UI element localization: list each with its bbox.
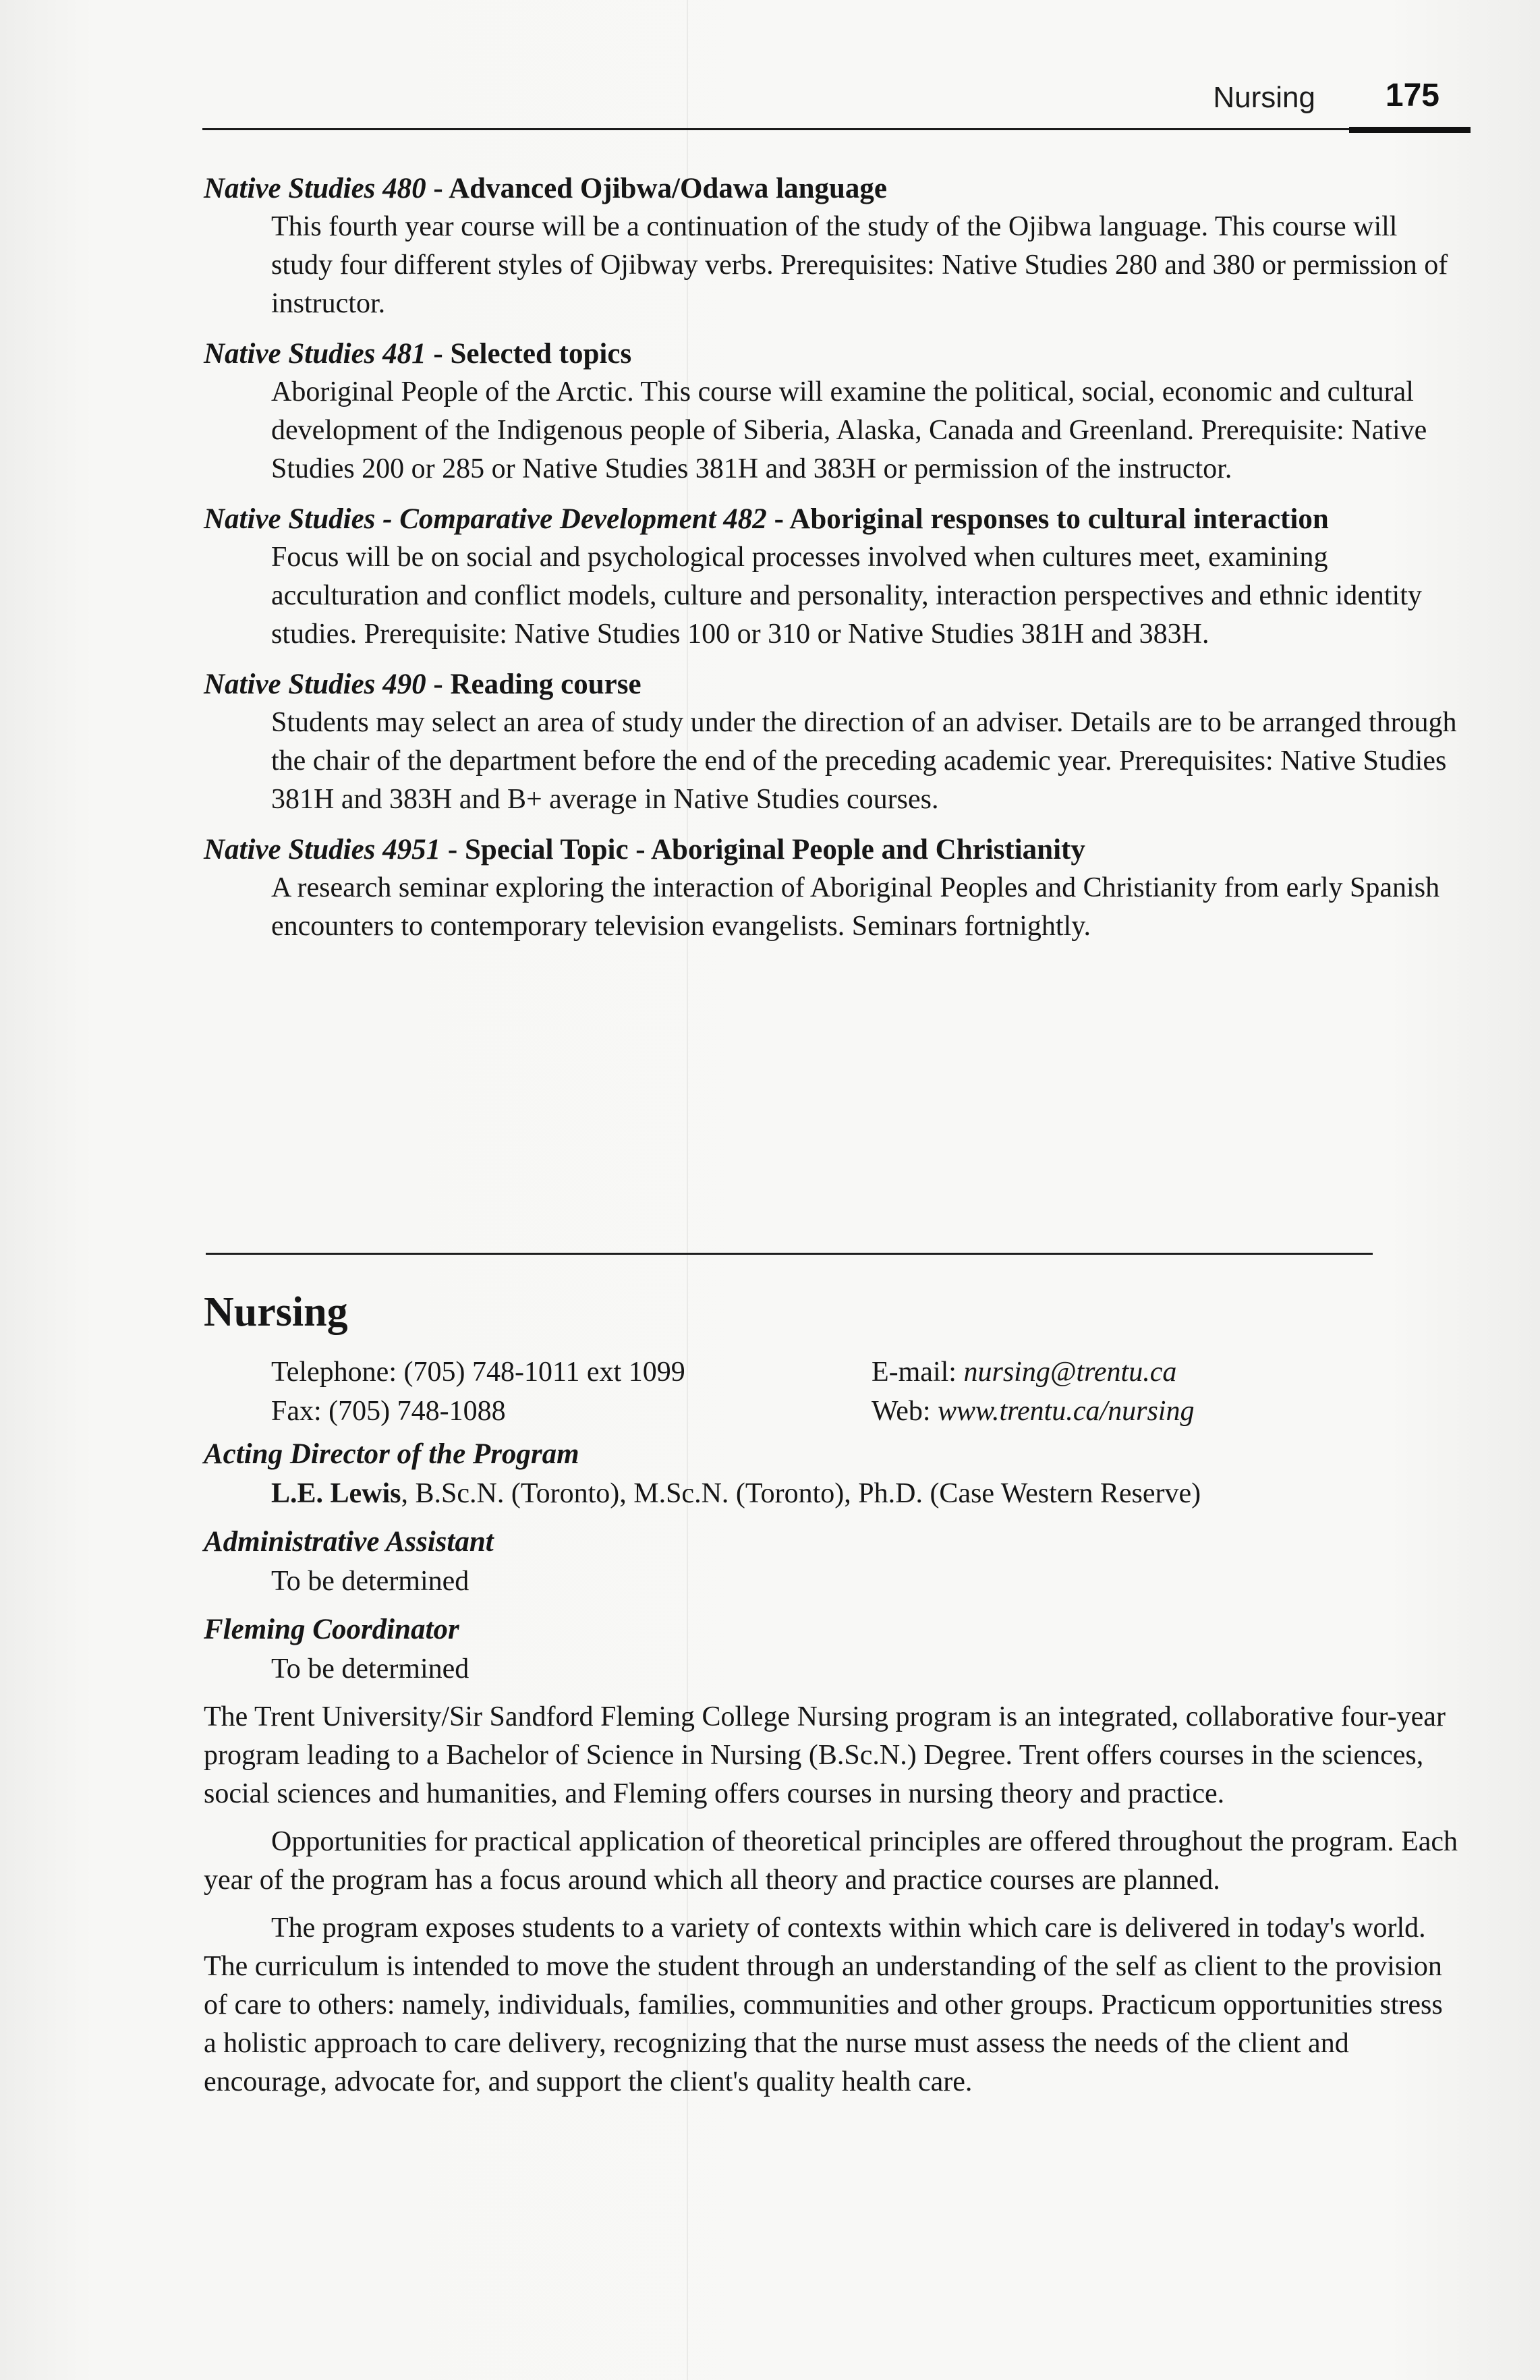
web-address: www.trentu.ca/nursing — [938, 1396, 1195, 1427]
director-heading: Acting Director of the Program — [204, 1438, 579, 1470]
course-name: - Selected topics — [426, 338, 632, 370]
course-description: This fourth year course will be a continuation of the study of the Ojibwa language. This course will study four different styles of Ojibway verbs. Prerequisites: Native Studies 280 and 380 or permission of instructor. — [271, 211, 1448, 319]
admin-details: To be determined — [271, 1566, 469, 1597]
web-line — [872, 1392, 1194, 1431]
director-name: L.E. Lewis — [271, 1478, 401, 1509]
director-credentials: , B.Sc.N. (Toronto), M.Sc.N. (Toronto), Ph.D. (Case Western Reserve) — [401, 1478, 1201, 1509]
fax: Fax: (705) 748-1088 — [271, 1396, 506, 1427]
course-entry — [204, 335, 1458, 488]
email-label: E-mail: — [872, 1357, 964, 1388]
course-name: - Reading course — [426, 669, 641, 700]
email-address: nursing@trentu.ca — [963, 1357, 1177, 1388]
course-code: Native Studies 4951 — [204, 834, 441, 866]
course-code: Native Studies 481 — [204, 338, 426, 370]
course-name: - Aboriginal responses to cultural interaction — [766, 503, 1329, 535]
course-list — [204, 170, 1458, 958]
director-block — [204, 1435, 1458, 1513]
course-description: A research seminar exploring the interaction of Aboriginal Peoples and Christianity from early Spanish encounters to contemporary television evangelists. Seminars fortnightly. — [271, 872, 1440, 942]
course-code: Native Studies 490 — [204, 669, 426, 700]
coordinator-details: To be determined — [271, 1653, 469, 1684]
running-header — [202, 74, 1444, 128]
director-details — [271, 1474, 1458, 1513]
running-header-section: Nursing — [1213, 81, 1315, 114]
course-title — [204, 501, 1458, 538]
telephone: Telephone: (705) 748-1011 ext 1099 — [271, 1357, 685, 1388]
email-line — [872, 1353, 1194, 1392]
course-title — [204, 335, 1458, 373]
body-paragraph: The Trent University/Sir Sandford Fleming College Nursing program is an integrated, collaborative four-year program leading to a Bachelor of Science in Nursing (B.Sc.N.) Degree. Trent offers courses in the sciences, social sciences and humanities, and Fleming offers courses in nursing theory and practice. — [204, 1701, 1446, 1809]
coordinator-heading: Fleming Coordinator — [204, 1614, 459, 1645]
page-number: 175 — [1385, 78, 1439, 113]
section-divider — [206, 1253, 1373, 1255]
course-entry — [204, 170, 1458, 323]
admin-heading: Administrative Assistant — [204, 1526, 494, 1558]
contact-online — [872, 1353, 1194, 1431]
admin-block — [204, 1523, 1458, 1601]
header-rule — [202, 128, 1471, 130]
body-paragraph: Opportunities for practical application of theoretical principles are offered throughout the program. Each year of the program has a focus around which all theory and practice courses are planned. — [204, 1826, 1458, 1896]
course-description: Aboriginal People of the Arctic. This course will examine the political, social, economic and cultural development of the Indigenous people of Siberia, Alaska, Canada and Greenland. Prerequisite: Native Studies 200 or 285 or Native Studies 381H and 383H or permission of the instructor. — [271, 376, 1427, 484]
course-code: Native Studies - Comparative Development 482 — [204, 503, 767, 535]
body-paragraph: The program exposes students to a variety of contexts within which care is delivered in today's world. The curriculum is intended to move the student through an understanding of the self as client to the provision of care to others: namely, individuals, families, communities and other groups. Practicum opportunities stress a holistic approach to care delivery, recognizing that the nurse must assess the needs of the client and encourage, advocate for, and support the client's quality health care. — [204, 1913, 1443, 2097]
web-label: Web: — [872, 1396, 938, 1427]
course-title — [204, 170, 1458, 208]
course-description: Students may select an area of study under the direction of an adviser. Details are to be arranged through the chair of the department before the end of the preceding academic year. Prerequisites: Native Studies 381H and 383H and B+ average in Native Studies courses. — [271, 707, 1457, 815]
course-name: - Special Topic - Aboriginal People and Christianity — [440, 834, 1085, 866]
header-rule-accent — [1349, 127, 1471, 133]
course-description: Focus will be on social and psychological processes involved when cultures meet, examining acculturation and conflict models, culture and personality, interaction perspectives and ethnic identity studies. Prerequisite: Native Studies 100 or 310 or Native Studies 381H and 383H. — [271, 542, 1422, 650]
nursing-section — [204, 1285, 1458, 2111]
course-code: Native Studies 480 — [204, 173, 426, 204]
course-entry — [204, 831, 1458, 946]
course-entry — [204, 666, 1458, 819]
contact-block — [204, 1353, 1458, 1434]
contact-phone-fax — [271, 1353, 685, 1431]
course-title — [204, 666, 1458, 704]
course-name: - Advanced Ojibwa/Odawa language — [426, 173, 887, 204]
coordinator-block — [204, 1610, 1458, 1689]
course-title — [204, 831, 1458, 869]
course-entry — [204, 501, 1458, 654]
section-title: Nursing — [204, 1289, 348, 1335]
